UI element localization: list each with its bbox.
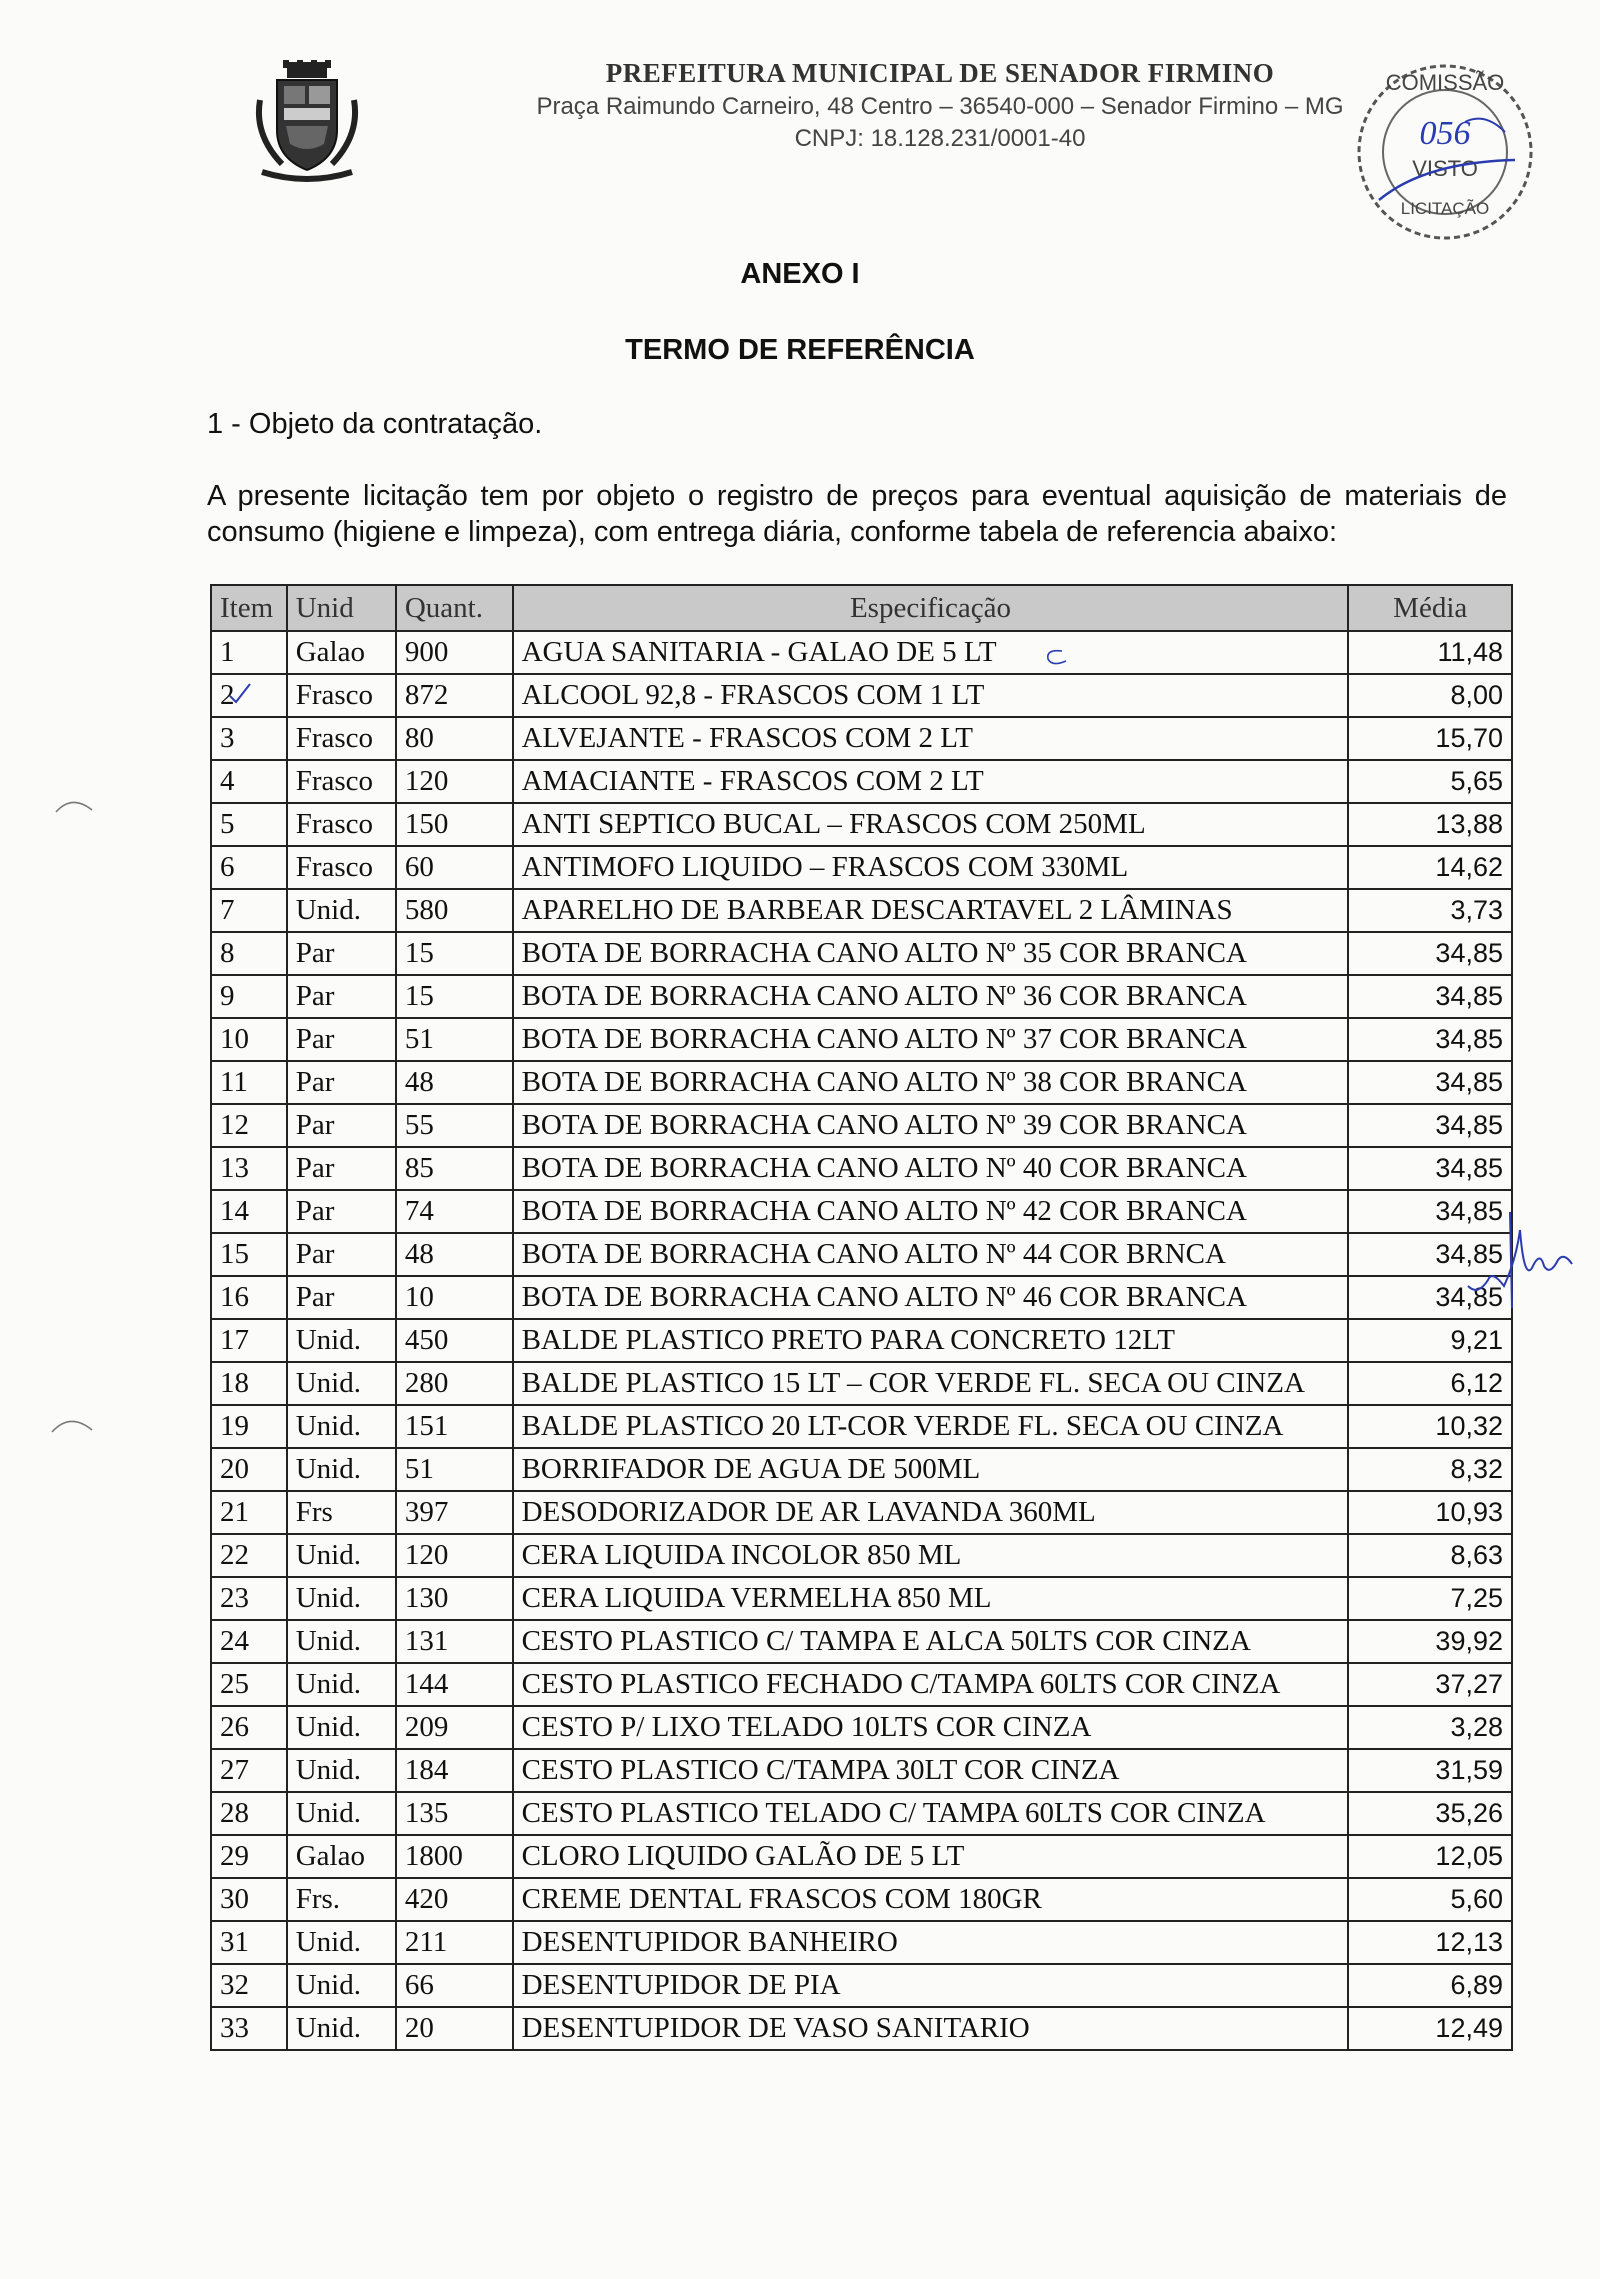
- cell-especificacao: BALDE PLASTICO PRETO PARA CONCRETO 12LT: [513, 1319, 1349, 1362]
- table-row: [211, 975, 1512, 1018]
- cell-media: 13,88: [1348, 803, 1512, 846]
- cell-especificacao: CESTO P/ LIXO TELADO 10LTS COR CINZA: [513, 1706, 1349, 1749]
- cell-unid: Unid.: [287, 1620, 396, 1663]
- table-row: [211, 1405, 1512, 1448]
- cell-unid: Frasco: [287, 846, 396, 889]
- check-mark: [226, 680, 254, 708]
- cell-especificacao: BORRIFADOR DE AGUA DE 500ML: [513, 1448, 1349, 1491]
- cell-unid: Unid.: [287, 1921, 396, 1964]
- cell-unid: Par: [287, 1104, 396, 1147]
- table-row: [211, 932, 1512, 975]
- cell-especificacao: CLORO LIQUIDO GALÃO DE 5 LT: [513, 1835, 1349, 1878]
- cell-media: 6,12: [1348, 1362, 1512, 1405]
- cell-item: 2: [211, 674, 287, 717]
- margin-mark: [52, 790, 96, 818]
- table-row: [211, 1147, 1512, 1190]
- table-row: [211, 1620, 1512, 1663]
- cell-unid: Frs.: [287, 1878, 396, 1921]
- table-row: [211, 1276, 1512, 1319]
- stamp-bottom-text: LICITAÇÃO: [1400, 199, 1490, 218]
- cell-quant: 20: [396, 2007, 513, 2050]
- table-row: [211, 1577, 1512, 1620]
- cell-media: 34,85: [1348, 1190, 1512, 1233]
- cell-item: 28: [211, 1792, 287, 1835]
- cell-unid: Frasco: [287, 760, 396, 803]
- cell-quant: 1800: [396, 1835, 513, 1878]
- cell-media: 34,85: [1348, 1061, 1512, 1104]
- cell-unid: Unid.: [287, 1792, 396, 1835]
- cell-especificacao: BOTA DE BORRACHA CANO ALTO Nº 44 COR BRNCA: [513, 1233, 1349, 1276]
- header-media: Média: [1348, 585, 1512, 631]
- cell-media: 6,89: [1348, 1964, 1512, 2007]
- cell-item: 12: [211, 1104, 287, 1147]
- cell-unid: Unid.: [287, 1448, 396, 1491]
- cell-especificacao: CESTO PLASTICO FECHADO C/TAMPA 60LTS COR CINZA: [513, 1663, 1349, 1706]
- cell-unid: Par: [287, 1276, 396, 1319]
- cell-media: 14,62: [1348, 846, 1512, 889]
- table-row: [211, 1792, 1512, 1835]
- cell-item: 18: [211, 1362, 287, 1405]
- coat-of-arms-icon: [252, 60, 362, 186]
- cell-unid: Galao: [287, 631, 396, 674]
- cell-unid: Unid.: [287, 1319, 396, 1362]
- cell-media: 12,05: [1348, 1835, 1512, 1878]
- table-row: [211, 674, 1512, 717]
- cell-quant: 51: [396, 1448, 513, 1491]
- cell-quant: 131: [396, 1620, 513, 1663]
- cell-especificacao: ALCOOL 92,8 - FRASCOS COM 1 LT: [513, 674, 1349, 717]
- intro-paragraph: A presente licitação tem por objeto o registro de preços para eventual aquisição de materiais de consumo (higiene e limpeza), com entrega diária, conforme tabela de referencia abaixo:: [207, 480, 1507, 548]
- cell-unid: Unid.: [287, 1749, 396, 1792]
- cell-item: 26: [211, 1706, 287, 1749]
- cell-quant: 151: [396, 1405, 513, 1448]
- table-row: [211, 717, 1512, 760]
- table-row: [211, 1534, 1512, 1577]
- cell-media: 34,85: [1348, 1276, 1512, 1319]
- cell-media: 34,85: [1348, 1233, 1512, 1276]
- table-row: [211, 1061, 1512, 1104]
- cell-unid: Galao: [287, 1835, 396, 1878]
- cell-item: 32: [211, 1964, 287, 2007]
- cell-quant: 184: [396, 1749, 513, 1792]
- table-row: [211, 2007, 1512, 2050]
- cell-item: 15: [211, 1233, 287, 1276]
- cell-item: 25: [211, 1663, 287, 1706]
- cell-unid: Par: [287, 1190, 396, 1233]
- cell-especificacao: CESTO PLASTICO C/ TAMPA E ALCA 50LTS COR CINZA: [513, 1620, 1349, 1663]
- cell-quant: 10: [396, 1276, 513, 1319]
- header-especificacao: Especificação: [513, 585, 1349, 631]
- cell-especificacao: APARELHO DE BARBEAR DESCARTAVEL 2 LÂMINAS: [513, 889, 1349, 932]
- table-row: [211, 631, 1512, 674]
- pen-mark: [1040, 645, 1070, 669]
- cell-quant: 450: [396, 1319, 513, 1362]
- cell-quant: 209: [396, 1706, 513, 1749]
- cell-quant: 74: [396, 1190, 513, 1233]
- cell-item: 20: [211, 1448, 287, 1491]
- cell-item: 17: [211, 1319, 287, 1362]
- cell-especificacao: CERA LIQUIDA INCOLOR 850 ML: [513, 1534, 1349, 1577]
- cell-unid: Frasco: [287, 674, 396, 717]
- rubric-signature: [1460, 1200, 1580, 1310]
- cell-item: 19: [211, 1405, 287, 1448]
- cell-especificacao: AGUA SANITARIA - GALAO DE 5 LT: [513, 631, 1349, 674]
- cell-unid: Unid.: [287, 2007, 396, 2050]
- cell-media: 5,65: [1348, 760, 1512, 803]
- table-header-row: [211, 585, 1512, 631]
- stamp-middle-text: VISTO: [1412, 156, 1478, 181]
- cell-item: 5: [211, 803, 287, 846]
- cell-unid: Unid.: [287, 1964, 396, 2007]
- cell-unid: Par: [287, 1018, 396, 1061]
- annex-label: ANEXO I: [740, 258, 860, 290]
- cell-unid: Par: [287, 1061, 396, 1104]
- table-row: [211, 1491, 1512, 1534]
- table-row: [211, 1835, 1512, 1878]
- cell-quant: 48: [396, 1061, 513, 1104]
- cell-item: 3: [211, 717, 287, 760]
- cell-unid: Unid.: [287, 889, 396, 932]
- cell-media: 35,26: [1348, 1792, 1512, 1835]
- cell-unid: Unid.: [287, 1405, 396, 1448]
- cell-quant: 51: [396, 1018, 513, 1061]
- cell-item: 21: [211, 1491, 287, 1534]
- table-row: [211, 1663, 1512, 1706]
- cell-unid: Par: [287, 1147, 396, 1190]
- cell-quant: 397: [396, 1491, 513, 1534]
- stamp-number: 056: [1419, 115, 1471, 152]
- cell-media: 10,32: [1348, 1405, 1512, 1448]
- cell-unid: Unid.: [287, 1706, 396, 1749]
- cell-quant: 48: [396, 1233, 513, 1276]
- cell-item: 31: [211, 1921, 287, 1964]
- cell-especificacao: BOTA DE BORRACHA CANO ALTO Nº 40 COR BRANCA: [513, 1147, 1349, 1190]
- cell-media: 5,60: [1348, 1878, 1512, 1921]
- cell-item: 22: [211, 1534, 287, 1577]
- cell-item: 27: [211, 1749, 287, 1792]
- cell-especificacao: BOTA DE BORRACHA CANO ALTO Nº 37 COR BRANCA: [513, 1018, 1349, 1061]
- cell-unid: Frs: [287, 1491, 396, 1534]
- cell-unid: Frasco: [287, 717, 396, 760]
- cell-item: 9: [211, 975, 287, 1018]
- cell-unid: Par: [287, 975, 396, 1018]
- section-title: 1 - Objeto da contratação.: [207, 408, 543, 440]
- table-row: [211, 1018, 1512, 1061]
- cell-quant: 872: [396, 674, 513, 717]
- cell-item: 6: [211, 846, 287, 889]
- cell-media: 7,25: [1348, 1577, 1512, 1620]
- table-row: [211, 1319, 1512, 1362]
- document-title: TERMO DE REFERÊNCIA: [625, 334, 975, 366]
- cell-media: 37,27: [1348, 1663, 1512, 1706]
- cell-quant: 15: [396, 932, 513, 975]
- table-row: [211, 1921, 1512, 1964]
- cell-quant: 135: [396, 1792, 513, 1835]
- cell-especificacao: BALDE PLASTICO 20 LT-COR VERDE FL. SECA OU CINZA: [513, 1405, 1349, 1448]
- table-row: [211, 1448, 1512, 1491]
- cell-especificacao: ANTI SEPTICO BUCAL – FRASCOS COM 250ML: [513, 803, 1349, 846]
- cell-item: 16: [211, 1276, 287, 1319]
- cell-quant: 66: [396, 1964, 513, 2007]
- cell-item: 1: [211, 631, 287, 674]
- cell-unid: Unid.: [287, 1534, 396, 1577]
- cell-especificacao: BALDE PLASTICO 15 LT – COR VERDE FL. SECA OU CINZA: [513, 1362, 1349, 1405]
- cell-item: 29: [211, 1835, 287, 1878]
- stamp-top-text: COMISSÃO: [1385, 70, 1505, 95]
- cell-quant: 144: [396, 1663, 513, 1706]
- table-row: [211, 803, 1512, 846]
- table-row: [211, 760, 1512, 803]
- cell-media: 8,00: [1348, 674, 1512, 717]
- cell-item: 30: [211, 1878, 287, 1921]
- address-line: Praça Raimundo Carneiro, 48 Centro – 36540-000 – Senador Firmino – MG: [536, 93, 1344, 120]
- cell-especificacao: BOTA DE BORRACHA CANO ALTO Nº 38 COR BRANCA: [513, 1061, 1349, 1104]
- cell-item: 7: [211, 889, 287, 932]
- cell-media: 12,49: [1348, 2007, 1512, 2050]
- table-row: [211, 1749, 1512, 1792]
- cell-especificacao: DESENTUPIDOR DE PIA: [513, 1964, 1349, 2007]
- cnpj-line: CNPJ: 18.128.231/0001-40: [794, 125, 1086, 152]
- cell-media: 39,92: [1348, 1620, 1512, 1663]
- cell-especificacao: CESTO PLASTICO C/TAMPA 30LT COR CINZA: [513, 1749, 1349, 1792]
- cell-media: 34,85: [1348, 1018, 1512, 1061]
- header-unid: Unid: [287, 585, 396, 631]
- cell-item: 24: [211, 1620, 287, 1663]
- cell-media: 10,93: [1348, 1491, 1512, 1534]
- cell-item: 8: [211, 932, 287, 975]
- cell-media: 15,70: [1348, 717, 1512, 760]
- cell-unid: Par: [287, 1233, 396, 1276]
- cell-especificacao: AMACIANTE - FRASCOS COM 2 LT: [513, 760, 1349, 803]
- cell-media: 31,59: [1348, 1749, 1512, 1792]
- cell-quant: 85: [396, 1147, 513, 1190]
- table-row: [211, 1878, 1512, 1921]
- cell-especificacao: BOTA DE BORRACHA CANO ALTO Nº 36 COR BRANCA: [513, 975, 1349, 1018]
- cell-item: 33: [211, 2007, 287, 2050]
- cell-item: 4: [211, 760, 287, 803]
- cell-quant: 280: [396, 1362, 513, 1405]
- cell-unid: Unid.: [287, 1663, 396, 1706]
- table-row: [211, 1706, 1512, 1749]
- cell-item: 10: [211, 1018, 287, 1061]
- municipality-title: PREFEITURA MUNICIPAL DE SENADOR FIRMINO: [605, 58, 1275, 88]
- cell-especificacao: ALVEJANTE - FRASCOS COM 2 LT: [513, 717, 1349, 760]
- cell-unid: Frasco: [287, 803, 396, 846]
- cell-media: 34,85: [1348, 975, 1512, 1018]
- cell-media: 34,85: [1348, 1104, 1512, 1147]
- cell-especificacao: CESTO PLASTICO TELADO C/ TAMPA 60LTS COR CINZA: [513, 1792, 1349, 1835]
- cell-item: 13: [211, 1147, 287, 1190]
- header-item: Item: [211, 585, 287, 631]
- cell-unid: Par: [287, 932, 396, 975]
- cell-media: 8,63: [1348, 1534, 1512, 1577]
- table-row: [211, 1190, 1512, 1233]
- table-row: [211, 1964, 1512, 2007]
- table-row: [211, 1362, 1512, 1405]
- cell-especificacao: BOTA DE BORRACHA CANO ALTO Nº 42 COR BRANCA: [513, 1190, 1349, 1233]
- cell-quant: 15: [396, 975, 513, 1018]
- cell-media: 3,73: [1348, 889, 1512, 932]
- cell-quant: 80: [396, 717, 513, 760]
- cell-especificacao: DESENTUPIDOR BANHEIRO: [513, 1921, 1349, 1964]
- cell-quant: 130: [396, 1577, 513, 1620]
- cell-quant: 60: [396, 846, 513, 889]
- cell-quant: 120: [396, 760, 513, 803]
- table-row: [211, 1233, 1512, 1276]
- cell-quant: 150: [396, 803, 513, 846]
- margin-mark: [48, 1408, 96, 1438]
- cell-especificacao: DESENTUPIDOR DE VASO SANITARIO: [513, 2007, 1349, 2050]
- items-table: [210, 584, 1513, 2051]
- cell-item: 14: [211, 1190, 287, 1233]
- cell-media: 11,48: [1348, 631, 1512, 674]
- cell-especificacao: BOTA DE BORRACHA CANO ALTO Nº 46 COR BRANCA: [513, 1276, 1349, 1319]
- cell-especificacao: BOTA DE BORRACHA CANO ALTO Nº 39 COR BRANCA: [513, 1104, 1349, 1147]
- table-row: [211, 846, 1512, 889]
- cell-especificacao: ANTIMOFO LIQUIDO – FRASCOS COM 330ML: [513, 846, 1349, 889]
- cell-media: 12,13: [1348, 1921, 1512, 1964]
- table-row: [211, 889, 1512, 932]
- table-row: [211, 1104, 1512, 1147]
- cell-item: 11: [211, 1061, 287, 1104]
- cell-quant: 420: [396, 1878, 513, 1921]
- cell-media: 34,85: [1348, 1147, 1512, 1190]
- cell-especificacao: DESODORIZADOR DE AR LAVANDA 360ML: [513, 1491, 1349, 1534]
- cell-media: 34,85: [1348, 932, 1512, 975]
- cell-quant: 580: [396, 889, 513, 932]
- cell-quant: 55: [396, 1104, 513, 1147]
- cell-unid: Unid.: [287, 1362, 396, 1405]
- header-quant: Quant.: [396, 585, 513, 631]
- cell-item: 23: [211, 1577, 287, 1620]
- cell-media: 3,28: [1348, 1706, 1512, 1749]
- cell-quant: 120: [396, 1534, 513, 1577]
- cell-media: 9,21: [1348, 1319, 1512, 1362]
- cell-unid: Unid.: [287, 1577, 396, 1620]
- commission-stamp: [1345, 52, 1545, 252]
- cell-especificacao: CREME DENTAL FRASCOS COM 180GR: [513, 1878, 1349, 1921]
- cell-especificacao: CERA LIQUIDA VERMELHA 850 ML: [513, 1577, 1349, 1620]
- cell-media: 8,32: [1348, 1448, 1512, 1491]
- cell-quant: 211: [396, 1921, 513, 1964]
- cell-especificacao: BOTA DE BORRACHA CANO ALTO Nº 35 COR BRANCA: [513, 932, 1349, 975]
- cell-quant: 900: [396, 631, 513, 674]
